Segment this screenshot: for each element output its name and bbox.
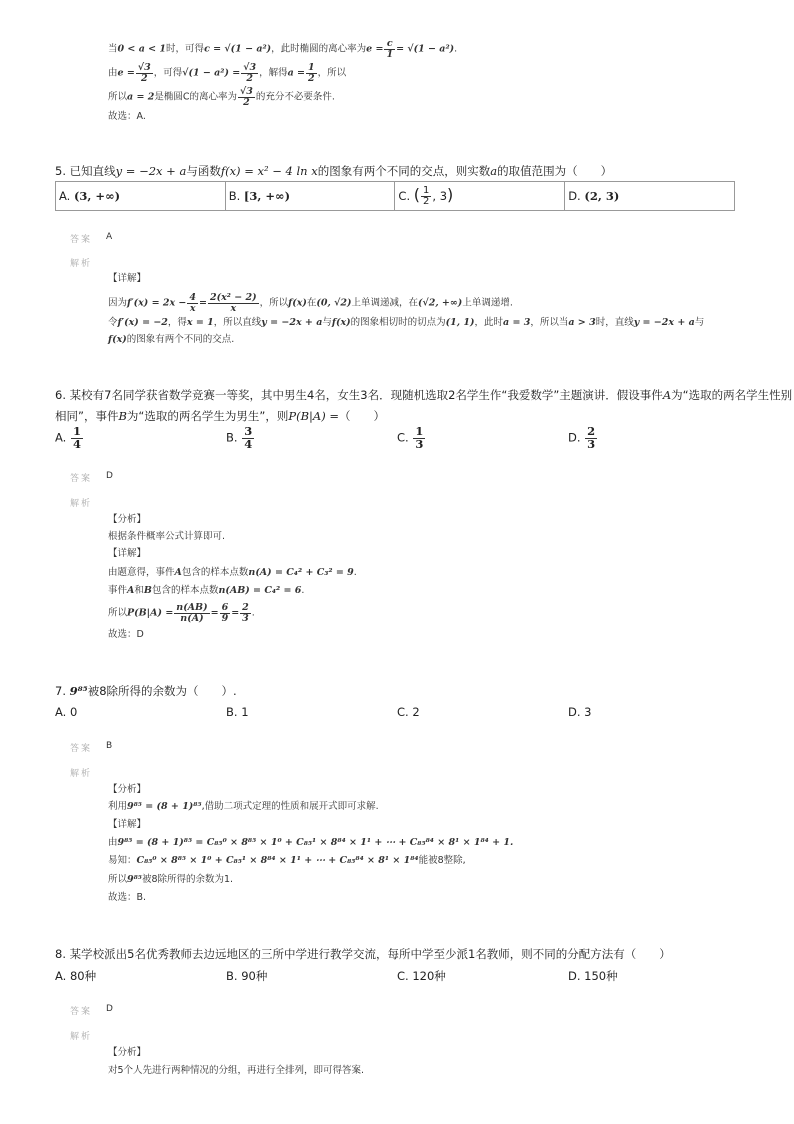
q7-option-d[interactable]: D. 3 <box>568 705 592 719</box>
q5-options-table <box>55 181 735 211</box>
q6-option-c[interactable]: C. $\frac{1}{3}$ <box>397 424 424 451</box>
q8-answer-label: 答案 <box>70 1007 93 1017</box>
q7-detail-tag: 【详解】 <box>108 819 147 830</box>
q7-analysis-label: 解析 <box>70 769 93 779</box>
q8-analysis-label: 解析 <box>70 1032 93 1042</box>
prev-solution-line-3: 所以a = 2是椭圆C的离心率为 $\frac{√3}{2}$ 的充分不必要条件. <box>108 86 335 108</box>
q5-option-c[interactable]: C. ( $\frac{1}{2}$ , 3) <box>395 182 565 211</box>
q5-answer-label: 答案 <box>70 235 93 245</box>
q8-option-d[interactable]: D. 150种 <box>568 969 618 983</box>
q5-solution-line-3: f(x)的图象有两个不同的交点. <box>108 334 235 345</box>
q7-answer-label: 答案 <box>70 744 93 754</box>
q5-option-a[interactable]: A. (3, +∞) <box>56 182 226 211</box>
q5-analysis-label: 解析 <box>70 259 93 269</box>
q8-option-c[interactable]: C. 120种 <box>397 969 446 983</box>
q6-option-b[interactable]: B. $\frac{3}{4}$ <box>226 424 253 451</box>
q6-solution-line-2: 事件A和B包含的样本点数n(AB) = C₄² = 6. <box>108 585 305 596</box>
q7-solution-line-3: 所以9⁸⁵被8除所得的余数为1. <box>108 874 234 885</box>
q5-solution-line-1: 因为f′(x) = 2x − $\frac{4}{x}$ = $\frac{\text{2(x² − 2)}}{x}$ ，所以f(x)在(0, √2)上单调递减，在(√2, +∞)上单调递增. <box>108 292 513 314</box>
q8-analysis-text: 对5个人先进行两种情况的分组，再进行全排列，即可得答案. <box>108 1065 365 1076</box>
q5-detail-tag: 【详解】 <box>108 273 147 284</box>
q5-answer-value: A <box>106 232 113 242</box>
q6-stem-line-2: 相同”，事件B为“选取的两名学生为男生”，则P(B|A) =（ ） <box>55 409 385 423</box>
q5-option-b[interactable]: B. [3, +∞) <box>225 182 395 211</box>
q5-stem: 5. 已知直线y = −2x + a与函数f(x) = x² − 4 ln x的图象有两个不同的交点，则实数a的取值范围为（ ） <box>55 164 613 178</box>
q7-analysis-text: 利用9⁸⁵ = (8 + 1)⁸⁵,借助二项式定理的性质和展开式即可求解. <box>108 801 379 812</box>
q8-option-b[interactable]: B. 90种 <box>226 969 268 983</box>
q6-solution-line-1: 由题意得，事件A包含的样本点数n(A) = C₄² + C₃² = 9. <box>108 567 357 578</box>
q8-analysis-tag: 【分析】 <box>108 1047 147 1058</box>
q5-solution-line-2: 令f′(x) = −2，得x = 1，所以直线y = −2x + a与f(x)的图象相切时的切点为(1, 1)，此时a = 3，所以当a > 3时，直线y = −2x + a与 <box>108 317 705 328</box>
q7-stem: 7. 9⁸⁵被8除所得的余数为（ ）. <box>55 684 237 698</box>
q8-option-a[interactable]: A. 80种 <box>55 969 97 983</box>
q8-stem: 8. 某学校派出5名优秀教师去边远地区的三所中学进行教学交流，每所中学至少派1名教师，则不同的分配方法有（ ） <box>55 947 671 961</box>
q6-answer-label: 答案 <box>70 474 93 484</box>
q7-solution-end: 故选：B. <box>108 892 147 903</box>
q8-answer-value: D <box>106 1004 113 1014</box>
q7-option-a[interactable]: A. 0 <box>55 705 78 719</box>
q6-solution-end: 故选：D <box>108 629 144 640</box>
q7-solution-line-1: 由9⁸⁵ = (8 + 1)⁸⁵ = C₈₅⁰ × 8⁸⁵ × 1⁰ + C₈₅¹ × 8⁸⁴ × 1¹ + ⋯ + C₈₅⁸⁴ × 8¹ × 1⁸⁴ + 1. <box>108 837 514 848</box>
q6-answer-value: D <box>106 471 113 481</box>
prev-solution-line-1: 当0 < a < 1时，可得c = √(1 − a²)，此时椭圆的离心率为e = $\frac{c}{1}$ = √(1 − a²). <box>108 38 458 60</box>
q7-solution-line-2: 易知：C₈₅⁰ × 8⁸⁵ × 1⁰ + C₈₅¹ × 8⁸⁴ × 1¹ + ⋯ + C₈₅⁸⁴ × 8¹ × 1⁸⁴能被8整除, <box>108 855 466 866</box>
q6-option-a[interactable]: A. $\frac{1}{4}$ <box>55 424 81 451</box>
q6-analysis-label: 解析 <box>70 499 93 509</box>
q6-detail-tag: 【详解】 <box>108 548 147 559</box>
q7-analysis-tag: 【分析】 <box>108 784 147 795</box>
prev-solution-end: 故选：A. <box>108 111 146 122</box>
q7-option-b[interactable]: B. 1 <box>226 705 249 719</box>
q6-option-d[interactable]: D. $\frac{2}{3}$ <box>568 424 596 451</box>
q6-solution-line-3: 所以P(B|A) = $\frac{n(AB)}{n(A)}$ = $\frac{6}{9}$ = $\frac{2}{3}$ . <box>108 602 255 624</box>
q7-answer-value: B <box>106 741 113 751</box>
q6-stem-line-1: 6. 某校有7名同学获省数学竞赛一等奖，其中男生4名，女生3名．现随机选取2名学生作“我爱数学”主题演讲．假设事件A为“选取的两名学生性别 <box>55 388 793 402</box>
prev-solution-line-2: 由e = $\frac{√3}{2}$ ，可得√(1 − a²) = $\frac{√3}{2}$ ，解得a = $\frac{1}{2}$ ，所以 <box>108 62 347 84</box>
q5-option-d[interactable]: D. (2, 3) <box>565 182 735 211</box>
q7-option-c[interactable]: C. 2 <box>397 705 420 719</box>
q6-analysis-tag: 【分析】 <box>108 514 147 525</box>
q6-analysis-text: 根据条件概率公式计算即可. <box>108 531 226 542</box>
